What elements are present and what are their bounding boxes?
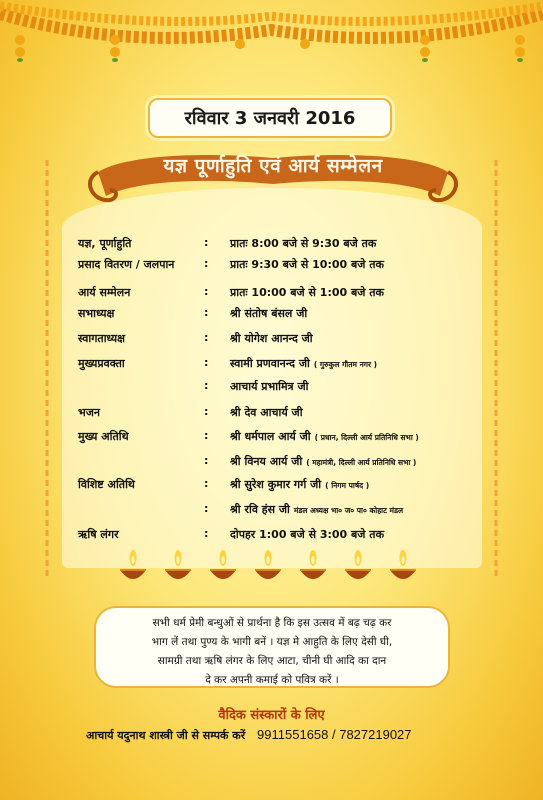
schedule-colon: : bbox=[204, 236, 209, 249]
schedule-colon: : bbox=[204, 331, 209, 344]
schedule-value-text: प्रातः 10:00 बजे से 1:00 बजे तक bbox=[230, 286, 384, 299]
phone-numbers: 9911551658 / 7827219027 bbox=[257, 727, 412, 742]
schedule-label: ऋषि लंगर bbox=[78, 528, 119, 541]
schedule-colon: : bbox=[204, 405, 209, 418]
contact-person: आचार्य यदुनाथ शास्त्री जी से सम्पर्क करें bbox=[86, 729, 246, 742]
diya-lamp-icon bbox=[253, 548, 283, 586]
schedule-note: ( गुरुकुल गौतम नगर ) bbox=[313, 360, 378, 369]
schedule-value bbox=[230, 405, 303, 420]
footer-title: वैदिक संस्कारों के लिए bbox=[218, 708, 325, 723]
schedule-value-text: श्री रवि हंस जी bbox=[230, 503, 290, 516]
schedule-colon: : bbox=[204, 429, 209, 442]
schedule-row bbox=[78, 379, 498, 395]
left-border-ornament bbox=[44, 160, 50, 580]
schedule-value-text: दोपहर 1:00 बजे से 3:00 बजे तक bbox=[230, 528, 385, 541]
schedule-colon: : bbox=[204, 356, 209, 369]
schedule-value bbox=[230, 477, 369, 492]
schedule-label: विशिष्ट अतिथि bbox=[78, 478, 135, 491]
schedule-colon: : bbox=[204, 306, 209, 319]
schedule-label: मुख्यप्रवक्ता bbox=[78, 357, 125, 370]
schedule-note: ( निगम पार्षद ) bbox=[325, 481, 370, 490]
schedule-value-text: श्री देव आचार्य जी bbox=[230, 406, 303, 419]
notice-line-3: सामग्री तथा ऋषि लंगर के लिए आटा, चीनी घी आदि का दान bbox=[157, 655, 387, 667]
diya-row bbox=[118, 548, 428, 588]
schedule-colon: : bbox=[204, 379, 209, 392]
schedule-label: मुख्य अतिथि bbox=[78, 430, 129, 443]
diya-lamp-icon bbox=[118, 548, 148, 586]
notice-line-2: भाग लें तथा पुण्य के भागी बनें । यज्ञ मे आहुति के लिए देसी घी, bbox=[151, 636, 393, 648]
schedule-label: आर्य सम्मेलन bbox=[78, 286, 131, 299]
schedule-value bbox=[230, 454, 416, 469]
schedule-value-text: श्री योगेश आनन्द जी bbox=[230, 332, 313, 345]
schedule-label: भजन bbox=[78, 406, 100, 419]
diya-lamp-icon bbox=[343, 548, 373, 586]
schedule-colon: : bbox=[204, 502, 209, 515]
schedule-label: प्रसाद वितरण / जलपान bbox=[78, 258, 175, 271]
schedule-colon: : bbox=[204, 454, 209, 467]
marigold-garland-icon bbox=[0, 0, 543, 62]
diya-lamp-icon bbox=[163, 548, 193, 586]
schedule-value-text: स्वामी प्रणवानन्द जी bbox=[230, 357, 310, 370]
diya-lamp-icon bbox=[388, 548, 418, 586]
schedule-value bbox=[230, 306, 307, 321]
schedule-colon: : bbox=[204, 285, 209, 298]
schedule-value-text: श्री संतोष बंसल जी bbox=[230, 307, 308, 320]
schedule-note: ( प्रधान, दिल्ली आर्य प्रतिनिधि सभा ) bbox=[314, 433, 419, 442]
schedule-row bbox=[78, 257, 498, 273]
schedule-row bbox=[78, 502, 498, 518]
schedule-value-text: प्रातः 8:00 बजे से 9:30 बजे तक bbox=[230, 237, 377, 250]
schedule-row bbox=[78, 454, 498, 470]
schedule-label: सभाध्यक्ष bbox=[78, 307, 115, 320]
schedule-colon: : bbox=[204, 477, 209, 490]
schedule-value bbox=[230, 236, 376, 251]
schedule-row bbox=[78, 527, 498, 543]
schedule-colon: : bbox=[204, 257, 209, 270]
schedule-value-text: श्री विनय आर्य जी bbox=[230, 455, 303, 468]
schedule-value-text: श्री धर्मपाल आर्य जी bbox=[230, 430, 311, 443]
schedule-row bbox=[78, 306, 498, 322]
schedule-value-text: आचार्य प्रभामित्र जी bbox=[230, 380, 309, 393]
schedule-label: यज्ञ, पूर्णाहुति bbox=[78, 237, 132, 250]
schedule-value bbox=[230, 429, 419, 444]
schedule-value bbox=[230, 502, 403, 517]
schedule-note: ( महामंत्री, दिल्ली आर्य प्रतिनिधि सभा ) bbox=[306, 458, 417, 467]
schedule-value bbox=[230, 257, 384, 272]
event-date: रविवार 3 जनवरी 2016 bbox=[148, 98, 392, 138]
schedule-row bbox=[78, 477, 498, 493]
schedule-value-text: प्रातः 9:30 बजे से 10:00 बजे तक bbox=[230, 258, 384, 271]
event-title: यज्ञ पूर्णाहुति एवं आर्य सम्मेलन bbox=[163, 155, 383, 177]
diya-lamp-icon bbox=[208, 548, 238, 586]
diya-lamp-icon bbox=[298, 548, 328, 586]
schedule-row bbox=[78, 236, 498, 252]
schedule-row bbox=[78, 356, 498, 372]
schedule-label: स्वागताध्यक्ष bbox=[78, 332, 125, 345]
schedule-row bbox=[78, 429, 498, 445]
schedule-row bbox=[78, 331, 498, 347]
schedule-row bbox=[78, 285, 498, 301]
schedule-colon: : bbox=[204, 527, 209, 540]
notice-line-1: सभी धर्म प्रेमी बन्धुओं से प्रार्थना है कि इस उत्सव में बढ़ चढ़ कर bbox=[152, 617, 392, 629]
appeal-notice bbox=[94, 606, 450, 688]
footer-contact bbox=[86, 727, 486, 743]
schedule-row bbox=[78, 405, 498, 421]
schedule-value bbox=[230, 285, 384, 300]
schedule-value bbox=[230, 331, 313, 346]
schedule-note: मंडल अध्यक्ष भा० ज० पा० कोहाट मंडल bbox=[293, 506, 404, 515]
schedule-value bbox=[230, 356, 377, 371]
schedule-value-text: श्री सुरेश कुमार गर्ग जी bbox=[230, 478, 322, 491]
notice-line-4: दे कर अपनी कमाई को पवित्र करें । bbox=[205, 674, 339, 686]
schedule-value bbox=[230, 527, 384, 542]
schedule-value bbox=[230, 379, 308, 394]
